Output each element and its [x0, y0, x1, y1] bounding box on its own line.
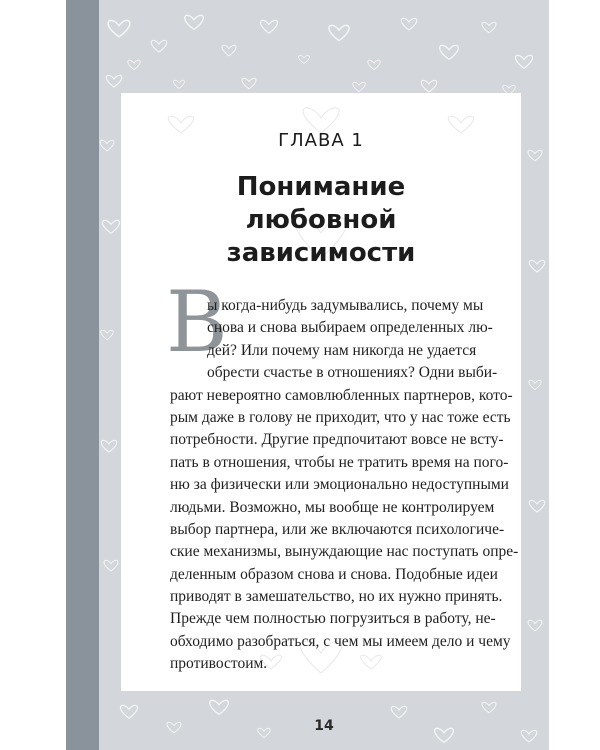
- paragraph-line: обходимо разобраться, с чем мы имеем дело и чему: [170, 632, 511, 650]
- paragraph-line: ы когда-нибудь задумывались, почему мы: [207, 297, 484, 314]
- chapter-title-line: Понимание: [236, 172, 406, 202]
- paragraph-line: потребности. Другие предпочитают вовсе не всту-: [170, 431, 504, 449]
- paragraph-line: обрести счастье в отношениях? Одни выби-: [207, 364, 498, 382]
- paragraph-line: людьми. Возможно, мы вообще не контролируем: [170, 498, 495, 516]
- book-spine-stripe: [66, 0, 99, 750]
- paragraph-line: приводят в замешательство, но их нужно принять.: [170, 588, 503, 606]
- paragraph-line: рают невероятно самовлюбленных партнеров, кото-: [170, 386, 513, 404]
- paragraph-line: противостоим.: [170, 655, 268, 673]
- paragraph-line: Прежде чем полностью погрузиться в работу, не-: [170, 610, 496, 628]
- chapter-body-paragraph: [121, 295, 521, 676]
- drop-cap-letter: В: [166, 273, 228, 371]
- chapter-title-line: любовной: [245, 205, 397, 235]
- paragraph-line: дей? Или почему нам никогда не удается: [207, 341, 477, 359]
- paragraph-line: снова и снова выбираем определенных лю-: [207, 319, 493, 337]
- paragraph-line: ню за физически или эмоционально недоступными: [170, 476, 509, 494]
- chapter-label: ГЛАВА 1: [278, 130, 364, 151]
- page-number: 14: [314, 718, 334, 734]
- chapter-title: [121, 171, 521, 270]
- chapter-title-line: зависимости: [226, 238, 416, 268]
- paragraph-line: выбор партнера, или же включаются психологиче-: [170, 520, 505, 538]
- paragraph-line: деленным образом снова и снова. Подобные идеи: [170, 565, 498, 583]
- book-page: [99, 0, 549, 750]
- paragraph-line: пать в отношения, чтобы не тратить время на пого-: [170, 453, 509, 471]
- chapter-panel: [121, 93, 521, 691]
- paragraph-line: рым даже в голову не приходит, что у нас тоже есть: [170, 408, 511, 426]
- paragraph-line: ские механизмы, вынуждающие нас поступать опре-: [170, 543, 519, 561]
